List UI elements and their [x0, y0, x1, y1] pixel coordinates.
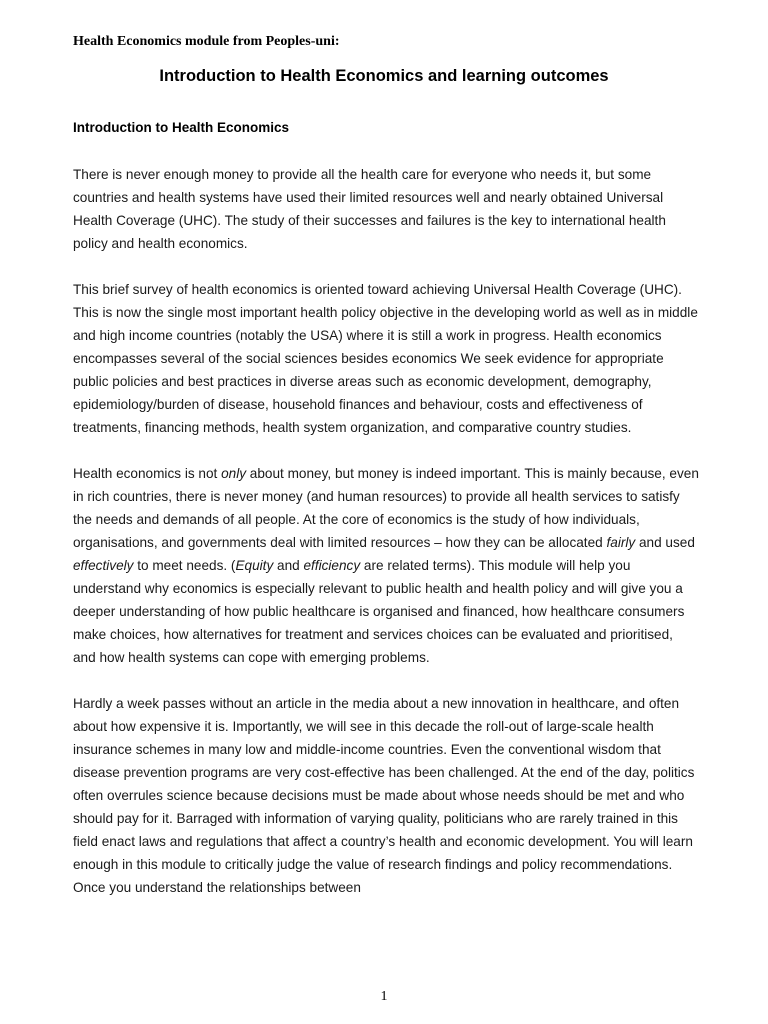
section-heading: Introduction to Health Economics	[73, 120, 290, 135]
emphasis: Equity	[235, 558, 274, 573]
text-run: and	[273, 558, 304, 573]
emphasis: effectively	[73, 558, 134, 573]
document-title: Introduction to Health Economics and learning outcomes	[159, 67, 609, 85]
emphasis: only	[221, 466, 247, 481]
document-body	[73, 163, 699, 922]
page-number: 1	[380, 989, 388, 1004]
paragraph: There is never enough money to provide all the health care for everyone who needs it, but some countries and health systems have used their limited resources well and nearly obtained Universal Health Coverage (UHC). The study of their successes and failures is the key to international health policy and health economics.	[73, 167, 666, 251]
running-header: Health Economics module from Peoples-uni:	[73, 34, 340, 49]
emphasis: efficiency	[303, 558, 361, 573]
paragraph: This brief survey of health economics is oriented toward achieving Universal Health Coverage (UHC). This is now the single most important health policy objective in the developing world as well as in middle and high income countries (notably the USA) where it is still a work in progress. Health economics encompasses several of the social sciences besides economics We seek evidence for appropriate public policies and best practices in diverse areas such as economic development, demography, epidemiology/burden of disease, household finances and behaviour, costs and effectiveness of treatments, financing methods, health system organization, and comparative country studies.	[73, 282, 698, 435]
paragraph	[73, 462, 699, 669]
text-run: Health economics is not	[73, 466, 222, 481]
text-run: and used	[635, 535, 695, 550]
text-run: are related terms). This module will help you understand why economics is especially relevant to public health and health policy and will give you a deeper understanding of how public healthcare is organised and financed, how healthcare consumers make choices, how alternatives for treatment and services choices can be evaluated and prioritised, and how health systems can cope with emerging problems.	[73, 558, 685, 665]
paragraph: Hardly a week passes without an article in the media about a new innovation in healthcare, and often about how expensive it is. Importantly, we will see in this decade the roll-out of large-scale health insurance schemes in many low and middle-income countries. Even the conventional wisdom that disease prevention programs are very cost-effective has been challenged. At the end of the day, politics often overrules science because decisions must be made about whose needs should be met and who should pay for it. Barraged with information of varying quality, politicians who are rarely trained in this field enact laws and regulations that affect a country’s health and economic development. You will learn enough in this module to critically judge the value of research findings and policy recommendations. Once you understand the relationships between	[73, 696, 695, 895]
emphasis: fairly	[606, 535, 636, 550]
text-run: to meet needs. (	[133, 558, 236, 573]
text-run: about money, but money is indeed important. This is mainly because, even in rich countries, there is never money (and human resources) to provide all health services to satisfy the needs and demands of all people. At the core of economics is the study of how individuals, organisations, and governments deal with limited resources – how they can be allocated	[73, 466, 699, 550]
